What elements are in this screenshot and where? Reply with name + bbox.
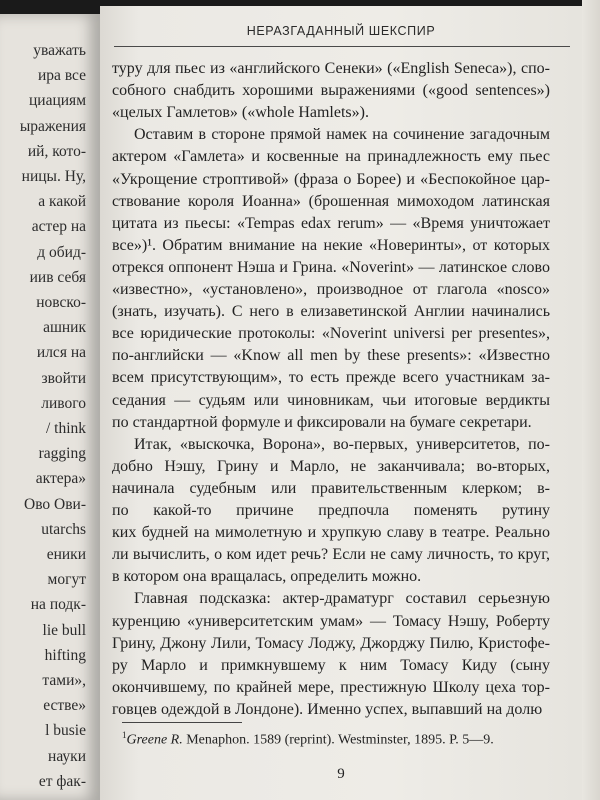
page-edge: [582, 0, 600, 800]
left-page-line: еники: [46, 546, 86, 563]
text-line: ствование короля Иоанна» (брошенная мимоходом латинская: [112, 192, 550, 210]
left-page-line: ницы. Ну,: [21, 168, 86, 185]
left-page-line: уважать: [33, 42, 86, 59]
page-number: 9: [337, 766, 345, 782]
left-page-line: а какой: [38, 193, 86, 211]
text-line: начинала судебным или правительственным клерком; в-: [112, 479, 550, 497]
left-page-line: звойти: [41, 369, 86, 387]
text-line: цитата из пьесы: «Tempas edax rerum» — «Время уничтожает: [112, 214, 550, 232]
left-page-line: естве»: [43, 697, 86, 715]
left-page-line: ашник: [43, 319, 86, 337]
text-line: Итак, «выскочка, Ворона», во-первых, университетов, по-: [134, 435, 550, 453]
left-page-line: могут: [47, 571, 86, 589]
text-line: туру для пьес из «английского Сенеки» («English Seneca»), спо-: [112, 60, 550, 77]
text-line: «Укрощение строптивой» (фраза о Борее) и «Беспокойное цар-: [112, 170, 550, 188]
left-page-line: астер на: [31, 218, 86, 236]
text-line: ких будней на мимолетную и хрупкую славу в театре. Реально: [112, 524, 550, 542]
text-line: по какой-то причине предпочла поменять рутину: [112, 502, 550, 519]
left-page-line: ыражения: [19, 117, 86, 135]
text-line: по стандартной формуле и фиксировали на бумаге секретари.: [112, 413, 532, 431]
left-page-line: тами»,: [42, 672, 86, 689]
text-line: говцев одеждой в Лондоне). Именно успех, выпавший на долю: [112, 700, 543, 718]
left-page-line: ет фак-: [38, 772, 86, 790]
text-line: седания — судьям или чиновникам, чьи итоговые вердикты: [112, 391, 550, 409]
left-page-line: l busie: [45, 722, 86, 740]
text-line: «известно», «установлено», производное от глагола «nosco»: [112, 281, 550, 298]
left-page-line: ился на: [36, 344, 86, 362]
footnote-rule: [122, 722, 242, 723]
footnote-text: Menaphon. 1589 (reprint). Westminster, 1895. P. 5—9.: [182, 732, 494, 748]
footnote-marker: 1: [122, 730, 127, 740]
left-page-line: на подк-: [30, 596, 86, 614]
text-line: в котором она вращалась, определить можно.: [112, 568, 422, 586]
text-line: собного снабдить хорошими выражениями («good sentences»): [112, 82, 550, 100]
text-line: все»)¹. Обратим внимание на некие «Новеринты», от которых: [112, 236, 550, 254]
footnote-author: Greene R.: [126, 732, 183, 748]
left-page-line: ира все: [38, 67, 86, 85]
header-rule: [114, 46, 570, 47]
text-line: Главная подсказка: актер-драматург составил серьезную: [134, 590, 550, 608]
text-line: куренцию «университетским умам» — Томасу Нэшу, Роберту: [112, 612, 550, 630]
text-line: актером «Гамлета» и косвенные на принадлежность ему пьес: [112, 148, 550, 166]
left-page-fragment: [0, 14, 100, 800]
text-line: окончившему, по крайней мере, престижную Школу цеха тор-: [112, 678, 550, 696]
book-page: [100, 6, 582, 800]
left-page-line: utarchs: [41, 520, 86, 538]
left-page-line: / think: [45, 420, 86, 437]
text-line: «целых Гамлетов» («whole Hamlets»).: [112, 104, 369, 122]
left-page-line: Ово Ови-: [24, 495, 86, 513]
left-page-line: д обид-: [37, 243, 86, 261]
left-page-line: новско-: [36, 294, 86, 311]
text-line: добно Нэшу, Грину и Марло, не заканчивала; во-вторых,: [112, 457, 550, 475]
text-line: ли вычислить, о ком идет речь? Если не саму личность, то круг,: [112, 546, 550, 564]
left-page-line: ragging: [38, 445, 86, 463]
left-page-line: hifting: [44, 646, 86, 664]
text-line: по-английски — «Know all men by these presents»: «Известно: [112, 347, 550, 365]
left-page-line: ий, кото-: [27, 142, 86, 160]
text-line: Оставим в стороне прямой намек на сочинение загадочным: [134, 126, 550, 144]
left-page-line: науки: [48, 747, 86, 765]
footnote: [122, 730, 552, 749]
left-page-line: lie bull: [42, 621, 86, 639]
left-page-line: ливого: [41, 394, 86, 412]
text-line: (знать, изучать). С него в елизаветинской Англии начинались: [112, 303, 550, 321]
left-page-line: актера»: [35, 470, 86, 488]
running-header: НЕРАЗГАДАННЫЙ ШЕКСПИР: [246, 24, 436, 38]
text-line: всем присутствующим», то есть прежде всего участникам за-: [112, 369, 550, 387]
text-line: ру Марло и примкнувшему к ним Томасу Киду (сыну: [112, 656, 550, 674]
text-line: отрекся оппонент Нэша и Грина. «Noverint» — латинское слово: [112, 258, 550, 276]
text-line: Грину, Джону Лили, Томасу Лоджу, Джорджу Пилю, Кристофе-: [112, 634, 550, 652]
left-page-line: циациям: [29, 92, 86, 110]
left-page-line: иив себя: [29, 268, 86, 286]
text-line: все юридические протоколы: «Noverint universi per presentes»,: [112, 325, 550, 343]
